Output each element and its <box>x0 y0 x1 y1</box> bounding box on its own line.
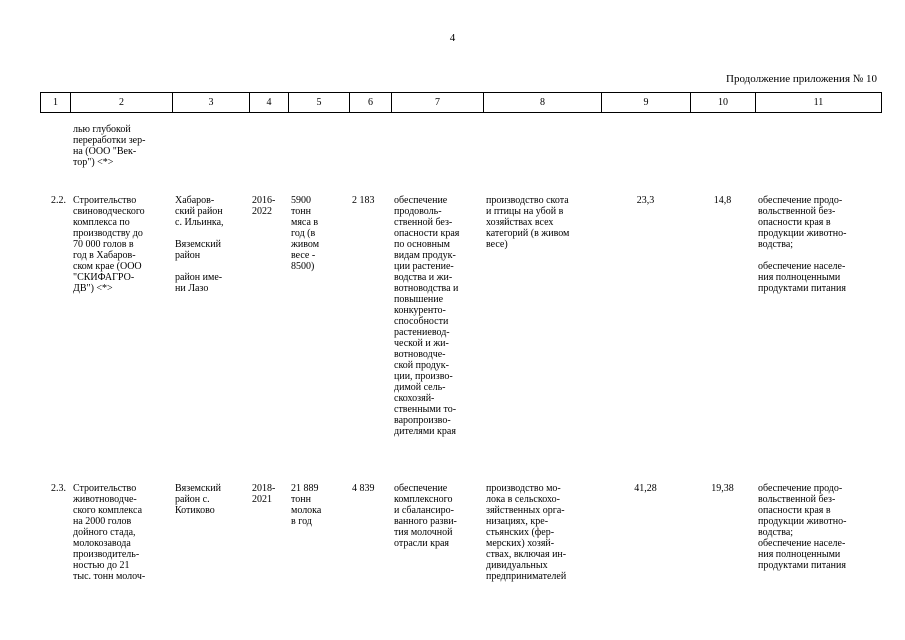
project-effect: обеспечение продо- вольственной без- опасности края в продукции животно- водства; обеспечение населе- ния полноценными продуктами питания <box>758 483 847 571</box>
project-capacity: 21 889 тонн молока в год <box>291 483 322 527</box>
indicator-value-9: 23,3 <box>636 195 655 206</box>
continuation-name: лью глубокой переработки зер- на (ООО "Век- тор") <*> <box>73 124 146 168</box>
project-name: Строительство животноводче- ского комплекса на 2000 голов дойного стада, молокозавода производитель- ностью до 21 тыс. тонн молоч- <box>73 483 146 582</box>
column-header-8: 8 <box>484 93 602 113</box>
column-header-6: 6 <box>350 93 392 113</box>
page-number: 4 <box>449 32 456 44</box>
project-period: 2018- 2021 <box>252 483 276 505</box>
project-cost: 4 839 <box>352 483 375 494</box>
column-header-11: 11 <box>756 93 882 113</box>
column-header-2: 2 <box>71 93 173 113</box>
appendix-title: Продолжение приложения № 10 <box>726 73 877 85</box>
project-location: Вяземский район с. Котиково <box>175 483 221 516</box>
column-header-10: 10 <box>691 93 756 113</box>
indicator-value-10: 14,8 <box>713 195 732 206</box>
project-goal: обеспечение продоволь- ственной без- опасности края по основным видам продук- ции растение- водства и жи- вотноводства и повышение конкуренто- способности растениевод- ческой и жи- вотноводче- ской продук- ции, произво- димой сель- скохозяй- ственными то- варопроизво- дителями края <box>394 195 460 437</box>
continuation-row <box>40 124 881 168</box>
project-name: Строительство свиноводческого комплекса по производству до 70 000 голов в год в Хабаров- ском крае (ООО "СКИФАГРО- ДВ") <*> <box>73 195 145 294</box>
column-number-header <box>40 92 882 113</box>
indicator-value-9: 41,28 <box>634 483 657 494</box>
project-goal: обеспечение комплексного и сбалансиро- ванного разви- тия молочной отрасли края <box>394 483 457 549</box>
column-header-7: 7 <box>392 93 484 113</box>
table-row <box>40 195 881 437</box>
row-number: 2.2. <box>51 195 66 206</box>
indicator-value-10: 19,38 <box>711 483 734 494</box>
column-header-4: 4 <box>250 93 289 113</box>
project-indicator: производство мо- лока в сельскохо- зяйственных орга- низациях, кре- стьянских (фер- мерских) хозяй- ствах, включая ин- дивидуальных предпринимателей <box>486 483 567 582</box>
project-indicator: производство скота и птицы на убой в хозяйствах всех категорий (в живом весе) <box>486 195 570 250</box>
project-cost: 2 183 <box>352 195 375 206</box>
table-row <box>40 483 881 582</box>
project-location: Хабаров- ский район с. Ильинка, Вяземский район район име- ни Лазо <box>175 195 224 294</box>
column-header-9: 9 <box>602 93 691 113</box>
project-capacity: 5900 тонн мяса в год (в живом весе - 8500) <box>291 195 320 272</box>
row-number: 2.3. <box>51 483 66 494</box>
column-header-3: 3 <box>173 93 250 113</box>
column-header-5: 5 <box>289 93 350 113</box>
project-period: 2016- 2022 <box>252 195 276 217</box>
project-effect: обеспечение продо- вольственной без- опасности края в продукции животно- водства; обеспечение населе- ния полноценными продуктами питания <box>758 195 847 294</box>
column-header-1: 1 <box>41 93 71 113</box>
